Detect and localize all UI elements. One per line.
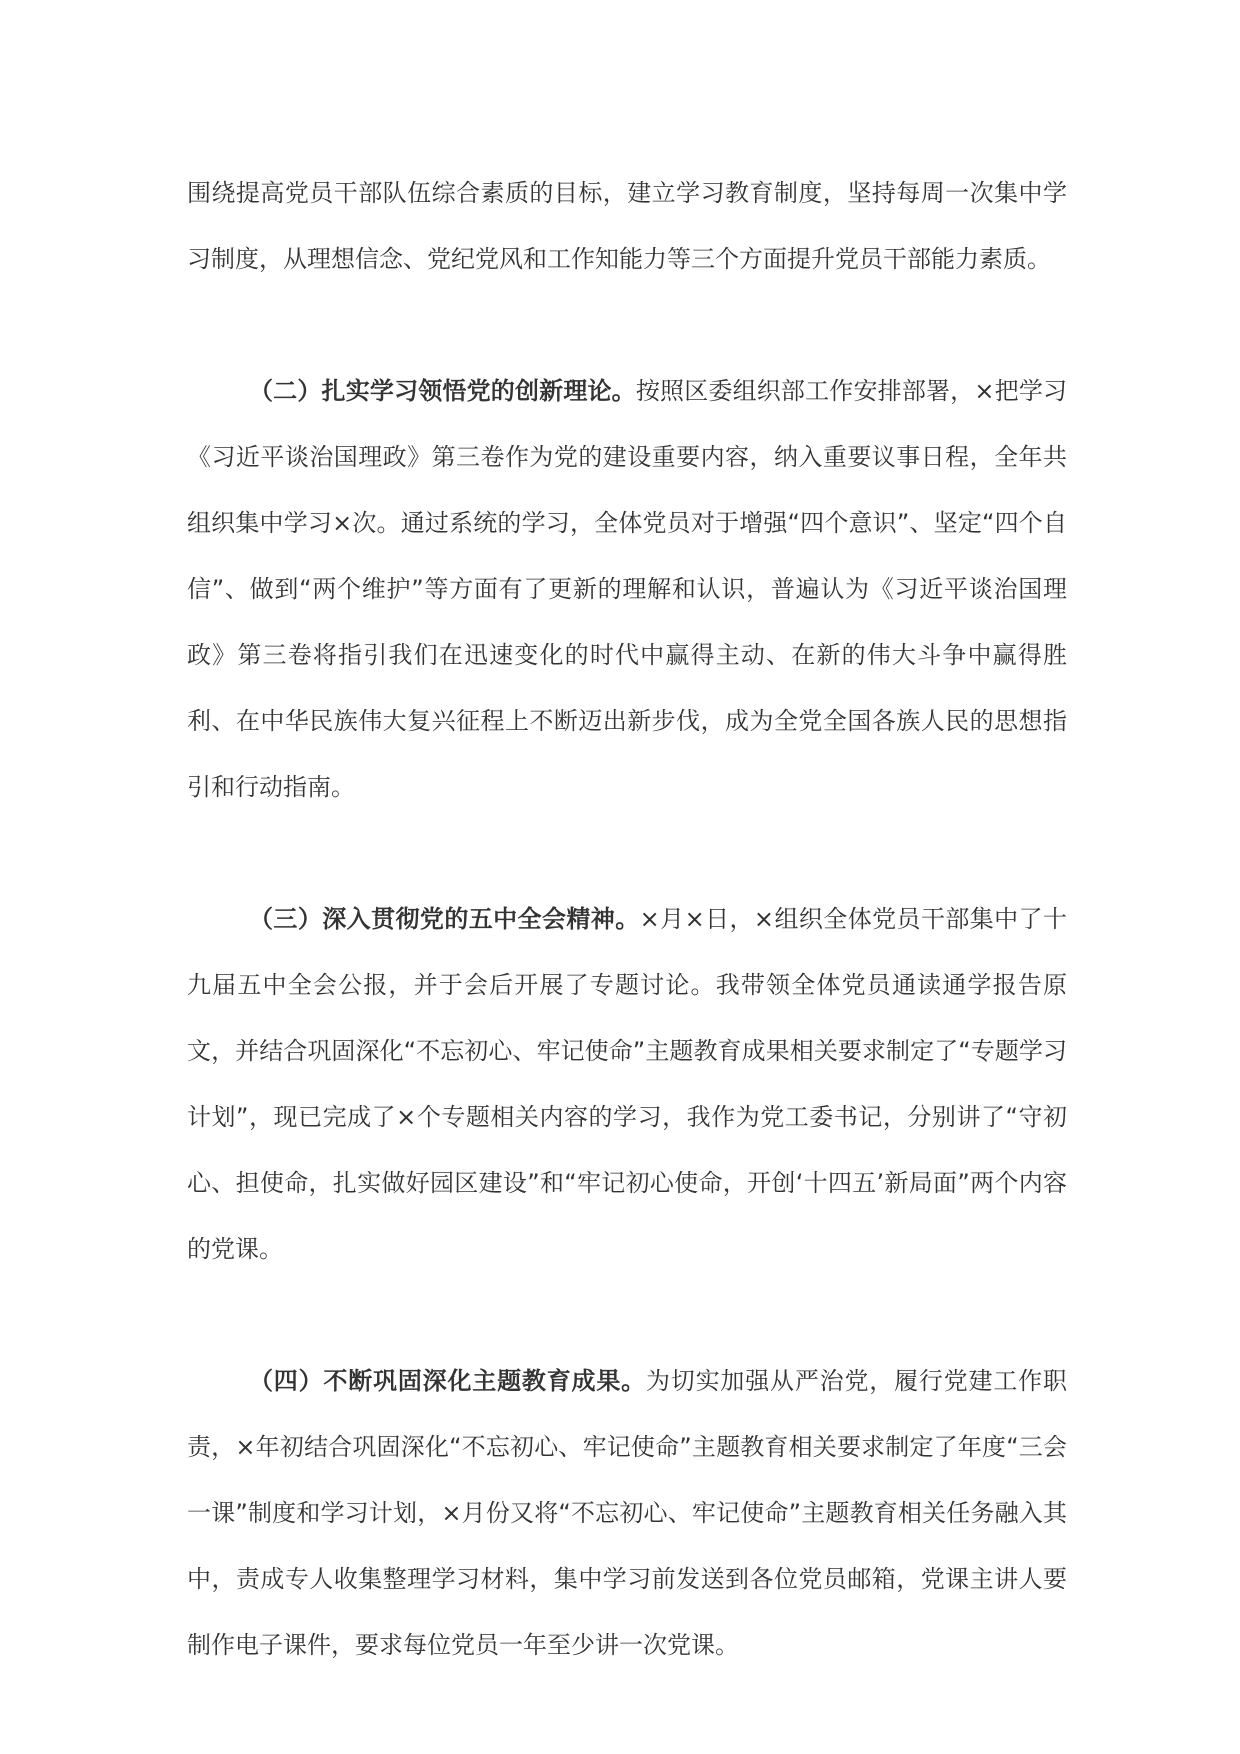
- paragraph-theme-education: [187, 1348, 1067, 1678]
- paragraph-innovation-theory: [187, 358, 1067, 820]
- paragraph-body: 围绕提高党员干部队伍综合素质的目标，建立学习教育制度，坚持每周一次集中学习制度，从理想信念、党纪党风和工作知能力等三个方面提升党员干部能力素质。: [187, 179, 1067, 273]
- section-heading: （四）不断巩固深化主题教育成果。: [249, 1367, 646, 1395]
- paragraph-body: ×月×日，×组织全体党员干部集中了十九届五中全会公报，并于会后开展了专题讨论。我带领全体党员通读通学报告原文，并结合巩固深化“不忘初心、牢记使命”主题教育成果相关要求制定了“专题学习计划”，现已完成了×个专题相关内容的学习，我作为党工委书记，分别讲了“守初心、担使命，扎实做好园区建设”和“牢记初心使命，开创‘十四五’新局面”两个内容的党课。: [187, 905, 1068, 1263]
- section-heading: （二）扎实学习领悟党的创新理论。: [249, 377, 636, 405]
- paragraph-body: 按照区委组织部工作安排部署，×把学习《习近平谈治国理政》第三卷作为党的建设重要内容，纳入重要议事日程，全年共组织集中学习×次。通过系统的学习，全体党员对于增强“四个意识”、坚定“四个自信”、做到“两个维护”等方面有了更新的理解和认识，普遍认为《习近平谈治国理政》第三卷将指引我们在迅速变化的时代中赢得主动、在新的伟大斗争中赢得胜利、在中华民族伟大复兴征程上不断迈出新步伐，成为全党全国各族人民的思想指引和行动指南。: [187, 377, 1068, 801]
- paragraph-study-system: [187, 160, 1067, 292]
- document-body: [187, 160, 1067, 1678]
- paragraph-fifth-plenum: [187, 886, 1067, 1282]
- paragraph-body: 为切实加强从严治党，履行党建工作职责，×年初结合巩固深化“不忘初心、牢记使命”主题教育相关要求制定了年度“三会一课”制度和学习计划，×月份又将“不忘初心、牢记使命”主题教育相关任务融入其中，责成专人收集整理学习材料，集中学习前发送到各位党员邮箱，党课主讲人要制作电子课件，要求每位党员一年至少讲一次党课。: [187, 1367, 1067, 1659]
- section-heading: （三）深入贯彻党的五中全会精神。: [249, 905, 640, 933]
